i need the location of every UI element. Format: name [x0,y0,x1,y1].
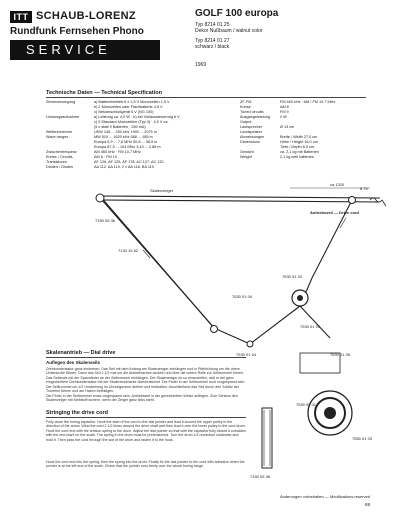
tech-heading: Technische Daten — Technical Specification [46,90,162,96]
cord-arrows [143,218,346,258]
pulley-left [96,194,104,202]
dial-rule [46,357,246,358]
spec-value: AM 460 kHz · FM 10,7 MHz [94,150,141,154]
spec-value: Europa 5,9 ... 7,8 MHz 50,8 ... 38,5 m [94,140,158,144]
stringing-paragraph: Fully close the tuning capacitor. Hook the start of the cord to the dial pointer and lead it around the upper pulley in the direction of the arrow. Wind the cord 2 1/2 times around the drive shaft and then lead it over the lower pulley to the cord drum. Hook the cord end with the tension spring to the drum. Adjust the dial pointer so that with the capacitor fully closed it coincides with the end mark on the scale. The spring in the drum must be pretensioned. Turn the drum 1/2 revolution clockwise and hold it. Then pass the cord through the slot of the drum and fasten it to the hook. [46,420,246,442]
spec-value: Höhe / Height 16,0 cm [280,140,318,144]
cord-length-label: ca 1320 [330,182,345,187]
tech-left-column [46,100,180,170]
spec-label: Wave ranges [46,135,69,139]
spec-value: AM 6 [280,105,289,109]
spec-label: Stromversorgung [46,100,76,104]
spec-value: MW 510 ... 1620 kHz 588 ... 185 m [94,135,153,139]
type-line-1: Typ 8214 01 25 [195,22,230,28]
footer-note: Änderungen vorbehalten — Modifications reserved [279,494,370,499]
part-label: 7530 01 03 [282,274,303,279]
part-label: 7530 01 05 [330,352,351,357]
spec-label: Kreise [240,105,251,109]
spec-label: Wellenbereiche [46,130,73,134]
part-label: 7550 01 03 [352,436,373,441]
type-line-3: Typ 8214 01 27 [195,38,230,44]
part-label: 8 74 [360,186,368,191]
spec-value: Ø 13 cm [280,125,295,129]
spec-label: Ausgangsleistung [240,115,270,119]
tech-right-row [240,155,335,160]
pulley-top-right [349,197,356,204]
stringing-rule [46,417,246,418]
spec-value: FM 460 kHz · AM / FM 10,7 MHz [280,100,336,104]
pulley-lower [211,326,218,333]
spec-value: c) Netzanschlußgerät 6 V (NG 100) [94,110,154,114]
spec-value: a) Leistung ca. 4,0 W · b) bei Vollaussteuerung 6 V [94,115,180,119]
spec-value: (5 x statt 9 Batterien · 250 mA) [94,125,146,129]
spec-value: Tiefe / Depth 8,0 cm [280,145,315,149]
type-line-2: Dekor Nußbaum / walnut color [195,28,263,34]
part-label: 7530 05 01 [296,402,317,407]
spec-label: Weight [240,155,252,159]
spec-label: Gewicht [240,150,254,154]
spec-value: Breite / Width 27,0 cm [280,135,318,139]
part-label: 7130 15 62 [118,248,139,253]
drive-cord [100,196,380,344]
part-label: 7530 01 03 [300,324,321,329]
spec-label: Tuned circuits [240,110,264,114]
spec-label: Abmessungen [240,135,265,139]
spec-value: AF 126, AF 125, AF 178, AC 127, AC 132 [94,160,164,164]
brand-name: SCHAUB-LORENZ [36,10,136,22]
spec-label: Zwischenfrequenz [46,150,77,154]
pulley-right-hub [297,295,303,301]
dial-heading: Skalenantrieb — Dial drive [46,350,116,356]
type-line-4: schwarz / black [195,44,230,50]
part-label: 7530 01 04 [236,352,257,357]
spec-value: UKW 146 ... 250 kHz 1900 ... 2075 m [94,130,157,134]
spec-value: AA 112, AA 119, 2 x AA 118, BA 110 [94,165,154,169]
tuning-shaft [262,408,272,468]
tech-right-column [240,100,335,160]
spec-value: ca. 2,1 kg mit Batterien [280,150,319,154]
spec-label: Dioden / Diodes [46,165,74,169]
spec-label: Transistoren [46,160,67,164]
service-banner: SERVICE [10,40,160,60]
spec-label: Leistungsaufnahme [46,115,80,119]
spec-label: Loudspeaker [240,130,262,134]
dial-paragraph: Drehkondensator ganz eindrehen. Das Seil mit dem Anfang am Skalenzeiger einhängen und in Pfeilrichtung um die obere Umlenkrolle führen. Dann das Seil 2 1/2 mal um die Antriebsachse wickeln und über die untere Rolle zur Seiltrommel führen. Das Seilende mit der Spannfeder an der Seiltrommel einhängen. Der Skalenzeiger ist so einzustellen, daß er bei ganz eingedrehtem Drehkondensator mit der Skalenendmarke übereinstimmt. Die Feder in der Seiltrommel muß vorgespannt sein. Die Seiltrommel um 1/2 Umdrehung im Uhrzeigersinn drehen und festhalten. Anschließend das Seil durch den Schlitz der Trommel führen und am Haken befestigen. [46,367,246,394]
tech-rule [46,97,366,98]
pointer-label: Skalenzeiger [150,188,174,193]
tech-left-row [46,165,180,170]
spec-value: AM 6 · FM 10 [94,155,117,159]
page-number: 69 [364,502,370,507]
spec-label: Output [240,120,252,124]
pulley-mid [247,341,253,347]
model-title: GOLF 100 europa [195,8,279,19]
spec-value: Europa 87,5 ... 104 MHz 3,43 ... 2,88 m [94,145,161,149]
drive-cord-label: Antriebsseil — Drive cord [310,210,359,215]
spec-label: Lautsprecher [240,125,263,129]
brand-subtitle: Rundfunk Fernsehen Phono [10,26,144,37]
spec-value: 2,1 kg with batteries [280,155,314,159]
spec-label: ZF-FM [240,100,252,104]
spec-value: 2 W [280,115,287,119]
dial-paragraph-2: Die Feder in der Seiltrommel muss vorgespannt sein. Antriebsseil in der gezeichneten Weise auflegen. Zum Schluss den Skalenzeiger mit Klebstoff sichern, wenn der Zeiger ganz links steht. [46,394,238,403]
spec-value: FM 9 [280,110,289,114]
spec-value: c) 9 Standard Monozellen (Typ 3) · 4,5 V ca. [94,120,169,124]
drive-drum [300,353,352,435]
year: 1969 [195,62,207,68]
part-label: 7150 05 36 [250,474,271,478]
part-label: 7530 01 04 [232,294,253,299]
stringing-heading: Stringing the drive cord [46,410,109,416]
dial-subheading: Auflegen des Skalenseils [46,360,101,365]
spec-value: a) Batteriebetrieb 6 x 1,5 V Monozellen 1,5 V [94,100,170,104]
stringing-paragraph-2: Hook the cord end into the spring, then the spring into the drum. Finally fix the dial pointer to the cord with adhesive when the pointer is at the left end of the scale. Check that the pointer runs freely over the whole tuning range. [46,460,245,469]
part-label: 7150 05 36 [95,218,116,223]
spec-label: Kreise / Circuits [46,155,73,159]
itt-logo: ITT [10,11,32,23]
spec-value: b) 2 Monozellen oder Flachbatterie 4,5 V [94,105,163,109]
spec-label: Dimensions [240,140,260,144]
